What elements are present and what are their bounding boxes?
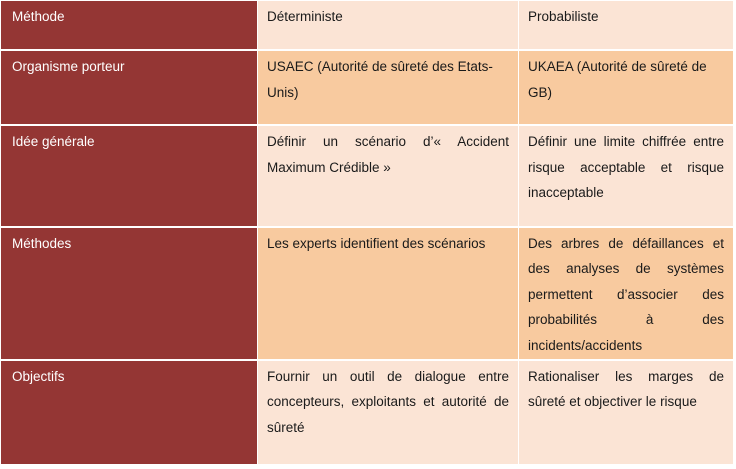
row-label: Méthodes <box>1 227 258 360</box>
table-row-organisme <box>1 50 733 125</box>
cell-probabiliste: Définir une limite chiffrée entre risque acceptable et risque inacceptable <box>519 125 734 226</box>
cell-probabiliste: Probabiliste <box>519 1 734 50</box>
cell-deterministe: Déterministe <box>258 1 519 50</box>
cell-deterministe: Définir un scénario d’« Accident Maximum Crédible » <box>258 125 519 226</box>
table-row-methodes <box>1 227 733 360</box>
comparison-table <box>1 1 733 466</box>
table-row-methode <box>1 1 733 50</box>
row-label: Idée générale <box>1 125 258 226</box>
cell-probabiliste: Des arbres de défaillances et des analyses de systèmes permettent d’associer des probabilités à des incidents/accidents <box>519 227 734 360</box>
row-label: Objectifs <box>1 360 258 465</box>
cell-deterministe: USAEC (Autorité de sûreté des Etats-Unis) <box>258 50 519 125</box>
table-row-objectifs <box>1 360 733 465</box>
cell-deterministe: Les experts identifient des scénarios <box>258 227 519 360</box>
row-label: Organisme porteur <box>1 50 258 125</box>
cell-deterministe: Fournir un outil de dialogue entre concepteurs, exploitants et autorité de sûreté <box>258 360 519 465</box>
cell-probabiliste: Rationaliser les marges de sûreté et objectiver le risque <box>519 360 734 465</box>
cell-probabiliste: UKAEA (Autorité de sûreté de GB) <box>519 50 734 125</box>
table-row-idee <box>1 125 733 226</box>
row-label: Méthode <box>1 1 258 50</box>
